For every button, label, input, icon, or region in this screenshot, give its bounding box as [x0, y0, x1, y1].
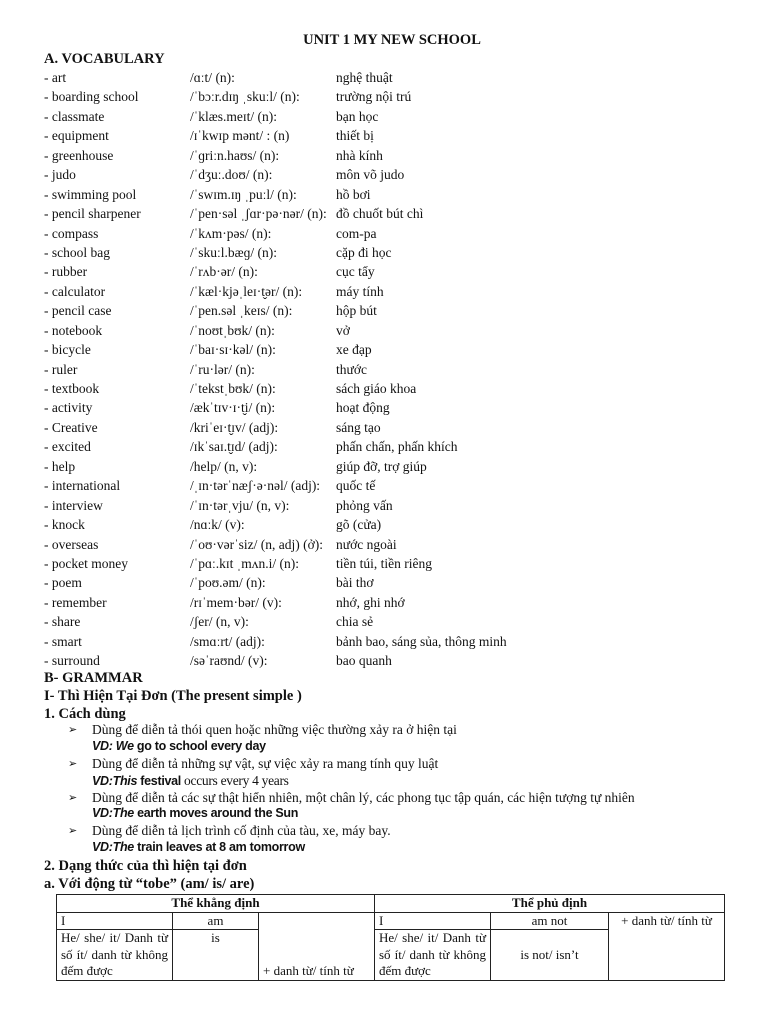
vocab-pronunciation: /ˈrʌb·ər/ (n): — [190, 264, 258, 280]
vocab-row — [44, 420, 744, 439]
vocab-row — [44, 362, 744, 381]
vocab-meaning: tiền túi, tiền riêng — [336, 555, 432, 571]
vocab-word: - knock — [44, 517, 85, 533]
vocab-word: - swimming pool — [44, 186, 137, 202]
vocab-pronunciation: /kriˈeɪ·t̬ɪv/ (adj): — [190, 419, 279, 435]
usage-example — [68, 806, 758, 823]
vocab-pronunciation: /ˈbaɪ·sɪ·kəl/ (n): — [190, 342, 276, 358]
vocab-pronunciation: /ˈswɪm.ɪŋ ˌpuːl/ (n): — [190, 186, 297, 202]
usage-example — [68, 773, 758, 790]
tobe-heading: a. Với động từ “tobe” (am/ is/ are) — [44, 876, 255, 892]
vocab-row — [44, 167, 744, 186]
vocab-meaning: bài thơ — [336, 575, 374, 591]
example-prefix: VD:This — [92, 773, 138, 788]
usage-list — [68, 722, 758, 857]
vocab-row — [44, 148, 744, 167]
vocab-meaning: com-pa — [336, 225, 377, 241]
vocab-pronunciation: /ˈpen·səl ˌʃɑr·pə·nər/ (n): — [190, 206, 327, 222]
vocab-meaning: nhớ, ghi nhớ — [336, 594, 405, 610]
vocab-row — [44, 70, 744, 89]
vocab-word: - rubber — [44, 264, 88, 280]
example-prefix: VD: We — [92, 738, 134, 753]
vocab-pronunciation: /nɑːk/ (v): — [190, 517, 245, 533]
subject-i-negative: I — [375, 912, 491, 930]
subject-he-she-it-negative: He/ she/ it/ Danh từ số ít/ danh từ không đếm được — [375, 930, 491, 981]
arrow-bullet-icon: ➢ — [68, 791, 78, 804]
section-grammar-heading: B- GRAMMAR — [44, 670, 143, 686]
vocab-row — [44, 128, 744, 147]
vocab-row — [44, 400, 744, 419]
arrow-bullet-icon: ➢ — [68, 825, 78, 838]
verb-am-not: am not — [491, 912, 609, 930]
vocab-pronunciation: /ˈskuːl.bæɡ/ (n): — [190, 244, 277, 260]
vocab-word: - notebook — [44, 322, 103, 338]
vocab-meaning: thiết bị — [336, 128, 374, 144]
vocab-meaning: bao quanh — [336, 653, 392, 669]
vocab-row — [44, 323, 744, 342]
vocab-row — [44, 284, 744, 303]
vocab-pronunciation: /rɪˈmem·bər/ (v): — [190, 594, 282, 610]
vocab-pronunciation: /ɪkˈsaɪ.t̬ɪd/ (adj): — [190, 439, 278, 455]
example-prefix: VD:The — [92, 840, 134, 855]
verb-is: is — [173, 930, 259, 981]
usage-example — [68, 840, 758, 857]
vocab-row — [44, 478, 744, 497]
complement-negative: + danh từ/ tính từ — [609, 912, 725, 980]
vocab-meaning: hoạt động — [336, 400, 390, 416]
vocab-meaning: hộp bút — [336, 303, 377, 319]
vocab-meaning: sách giáo khoa — [336, 381, 417, 396]
affirmative-header: Thể khẳng định — [57, 895, 375, 913]
vocab-meaning: bảnh bao, sáng sủa, thông minh — [336, 633, 507, 649]
vocab-meaning: vở — [336, 322, 350, 338]
arrow-bullet-icon: ➢ — [68, 724, 78, 736]
vocab-pronunciation: /ˌɪn·tərˈnæʃ·ə·nəl/ (adj): — [190, 478, 321, 494]
usage-item — [68, 790, 758, 807]
vocab-meaning: hồ bơi — [336, 186, 371, 202]
vocab-row — [44, 89, 744, 108]
vocab-meaning: quốc tế — [336, 478, 376, 494]
vocab-row — [44, 595, 744, 614]
vocab-meaning: nhà kính — [336, 147, 383, 163]
vocab-word: - overseas — [44, 536, 99, 552]
vocab-word: - help — [44, 458, 76, 474]
vocab-row — [44, 537, 744, 556]
vocab-row — [44, 206, 744, 225]
vocab-row — [44, 517, 744, 536]
usage-example — [68, 739, 758, 756]
vocab-meaning: cặp đi học — [336, 244, 392, 260]
vocab-row — [44, 264, 744, 283]
vocab-word: - art — [44, 70, 67, 85]
vocab-word: - pencil case — [44, 303, 112, 319]
vocab-word: - surround — [44, 653, 100, 669]
vocab-pronunciation: /ˈbɔːr.dɪŋ ˌskuːl/ (n): — [190, 89, 300, 105]
vocab-word: - bicycle — [44, 342, 91, 358]
vocab-row — [44, 381, 744, 400]
vocab-row — [44, 226, 744, 245]
example-text: earth moves around the Sun — [133, 806, 299, 821]
vocab-meaning: đồ chuốt bút chì — [336, 206, 424, 222]
vocab-pronunciation: /ˈdʒuː.doʊ/ (n): — [190, 167, 273, 183]
vocab-word: - textbook — [44, 381, 100, 396]
vocab-word: - excited — [44, 439, 91, 455]
vocab-row — [44, 556, 744, 575]
vocab-word: - remember — [44, 594, 107, 610]
vocab-meaning: máy tính — [336, 283, 384, 299]
vocab-row — [44, 109, 744, 128]
verb-is-not: is not/ isn’t — [491, 930, 609, 981]
vocab-row — [44, 439, 744, 458]
usage-item — [68, 823, 758, 840]
vocab-meaning: gõ (cửa) — [336, 517, 382, 533]
vocab-word: - interview — [44, 497, 103, 513]
example-prefix: VD:The — [92, 806, 134, 821]
vocab-word: - boarding school — [44, 89, 139, 105]
vocab-word: - calculator — [44, 283, 106, 299]
vocabulary-list — [44, 70, 744, 673]
complement-affirmative: + danh từ/ tính từ — [259, 912, 375, 980]
vocab-row — [44, 653, 744, 672]
vocab-pronunciation: /ˈoʊ·vərˈsiz/ (n, adj) (ở): — [190, 536, 323, 552]
arrow-bullet-icon: ➢ — [68, 757, 78, 770]
vocab-word: - school bag — [44, 244, 110, 260]
vocab-pronunciation: /ˈpoʊ.əm/ (n): — [190, 575, 266, 591]
example-text: festival — [137, 773, 181, 788]
vocab-pronunciation: /ˈkʌm·pəs/ (n): — [190, 225, 272, 241]
vocab-row — [44, 187, 744, 206]
vocab-pronunciation: /ʃer/ (n, v): — [190, 614, 249, 630]
vocab-row — [44, 614, 744, 633]
subject-he-she-it-affirmative: He/ she/ it/ Danh từ số ít/ danh từ không đếm được — [57, 930, 173, 981]
vocab-word: - international — [44, 478, 121, 494]
vocab-pronunciation: /səˈraʊnd/ (v): — [190, 653, 268, 669]
present-simple-heading: I- Thì Hiện Tại Đơn (The present simple ) — [44, 688, 302, 704]
usage-text: Dùng để diễn tả những sự vật, sự việc xảy ra mang tính quy luật — [92, 755, 439, 771]
vocab-pronunciation: /ˈklæs.meɪt/ (n): — [190, 108, 277, 124]
vocab-pronunciation: /smɑːrt/ (adj): — [190, 633, 265, 649]
vocab-word: - share — [44, 614, 81, 630]
usage-text: Dùng để diễn tả lịch trình cố định của tàu, xe, máy bay. — [92, 823, 391, 839]
vocab-row — [44, 634, 744, 653]
verb-am: am — [173, 912, 259, 930]
vocab-word: - greenhouse — [44, 147, 114, 163]
vocab-pronunciation: /help/ (n, v): — [190, 458, 258, 474]
example-tail: occurs every 4 years — [180, 772, 289, 788]
vocab-pronunciation: /ˈnoʊtˌbʊk/ (n): — [190, 322, 275, 338]
vocab-row — [44, 342, 744, 361]
vocab-word: - ruler — [44, 361, 78, 377]
example-text: train leaves at 8 am tomorrow — [133, 840, 305, 855]
tobe-table — [56, 894, 725, 981]
negative-header: Thể phủ định — [375, 895, 725, 913]
vocab-row — [44, 245, 744, 264]
vocab-meaning: giúp đỡ, trợ giúp — [336, 458, 427, 474]
vocab-pronunciation: /ˈkæl·kjəˌleɪ·t̬ər/ (n): — [190, 283, 303, 299]
vocab-word: - classmate — [44, 108, 105, 124]
vocab-row — [44, 459, 744, 478]
vocab-pronunciation: /ˈpɑː.kɪt ˌmʌn.i/ (n): — [190, 555, 300, 571]
vocab-word: - Creative — [44, 419, 98, 435]
vocab-meaning: chia sẻ — [336, 614, 374, 630]
vocab-word: - pencil sharpener — [44, 206, 141, 222]
vocab-word: - poem — [44, 575, 82, 591]
usage-item — [68, 722, 758, 739]
vocab-row — [44, 303, 744, 322]
vocab-meaning: phấn chấn, phấn khích — [336, 439, 458, 455]
vocab-meaning: trường nội trú — [336, 89, 412, 105]
vocab-pronunciation: /ˈtekstˌbʊk/ (n): — [190, 381, 276, 396]
form-heading: 2. Dạng thức của thì hiện tại đơn — [44, 858, 247, 874]
vocab-word: - compass — [44, 225, 99, 241]
vocab-meaning: nước ngoài — [336, 536, 397, 552]
vocab-meaning: bạn học — [336, 108, 379, 124]
vocab-row — [44, 498, 744, 517]
vocab-row — [44, 575, 744, 594]
usage-text: Dùng để diễn tả các sự thật hiển nhiên, một chân lý, các phong tục tập quán, các hiện tượng tự nhiên — [92, 789, 635, 805]
vocab-pronunciation: /ˈpen.səl ˌkeɪs/ (n): — [190, 303, 293, 319]
vocab-word: - judo — [44, 167, 76, 183]
vocab-meaning: nghệ thuật — [336, 70, 393, 85]
vocab-word: - smart — [44, 633, 82, 649]
vocab-pronunciation: /ˈru·lər/ (n): — [190, 361, 255, 377]
vocab-pronunciation: /ɑːt/ (n): — [190, 70, 235, 85]
vocab-pronunciation: /ˈɡriːn.haʊs/ (n): — [190, 147, 280, 163]
vocab-pronunciation: /ækˈtɪv·ɪ·t̬i/ (n): — [190, 400, 276, 416]
vocab-word: - equipment — [44, 128, 109, 144]
vocab-meaning: cục tẩy — [336, 264, 375, 280]
vocab-meaning: sáng tạo — [336, 419, 381, 435]
vocab-meaning: môn võ judo — [336, 167, 405, 183]
vocab-word: - pocket money — [44, 555, 128, 571]
vocab-pronunciation: /ɪˈkwɪp mənt/ : (n) — [190, 128, 290, 144]
page-title: UNIT 1 MY NEW SCHOOL — [303, 32, 481, 48]
usage-heading: 1. Cách dùng — [44, 706, 126, 722]
section-vocabulary-heading: A. VOCABULARY — [44, 51, 165, 67]
vocab-meaning: xe đạp — [336, 342, 372, 358]
subject-i-affirmative: I — [57, 912, 173, 930]
vocab-word: - activity — [44, 400, 93, 416]
vocab-meaning: phỏng vấn — [336, 497, 393, 513]
example-text: go to school every day — [133, 738, 266, 753]
vocab-meaning: thước — [336, 361, 367, 377]
vocab-pronunciation: /ˈɪn·tərˌvju/ (n, v): — [190, 497, 290, 513]
usage-text: Dùng để diễn tả thói quen hoặc những việc thường xảy ra ở hiện tại — [92, 722, 457, 737]
usage-item — [68, 756, 758, 773]
